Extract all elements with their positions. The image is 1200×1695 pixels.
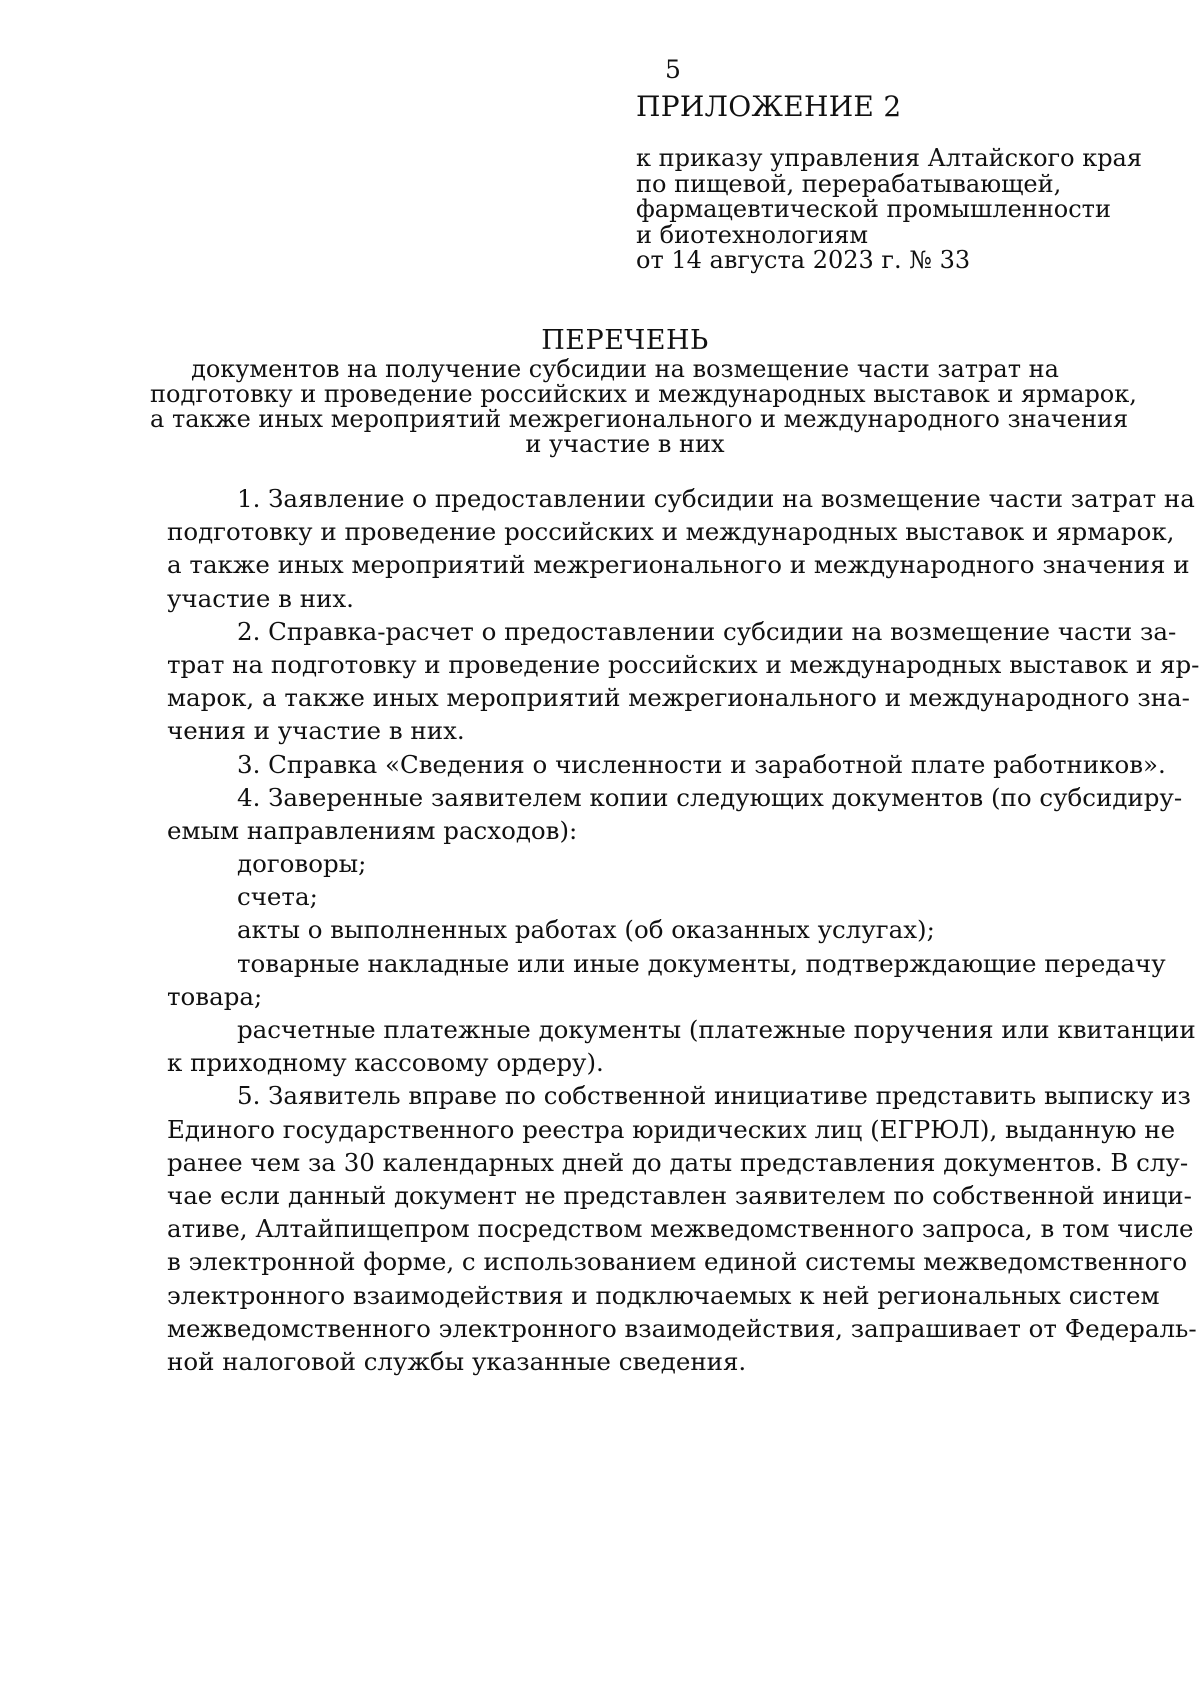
body-line: 5. Заявитель вправе по собственной инициативе представить выписку из [237,1081,1191,1111]
body-line: 4. Заверенные заявителем копии следующих документов (по субсидиру- [237,782,1183,812]
body-line: 3. Справка «Сведения о численности и заработной плате работников». [237,749,1166,779]
page-number: 5 [665,55,681,84]
body-line: участие в них. [167,583,354,613]
appendix-line: от 14 августа 2023 г. № 33 [636,246,971,274]
body-line: в электронной форме, с использованием единой системы межведомственного [167,1247,1188,1277]
appendix-line: по пищевой, перерабатывающей, [636,169,1062,198]
body-line: чае если данный документ не представлен заявителем по собственной иници- [167,1180,1192,1210]
body-line: 1. Заявление о предоставлении субсидии на возмещение части затрат на [237,484,1195,513]
heading-subtitle-line: подготовку и проведение российских и международных выставок и ярмарок, [150,380,1137,408]
body-line: ранее чем за 30 календарных дней до даты представления документов. В слу- [167,1147,1189,1177]
appendix-line: к приказу управления Алтайского края [636,144,1143,172]
body-line: электронного взаимодействия и подключаемых к ней региональных систем [167,1280,1160,1310]
appendix-line: фармацевтической промышленности [636,195,1111,223]
appendix-header [636,90,1156,274]
body-line: расчетные платежные документы (платежные поручения или квитанции [237,1015,1196,1044]
body-line: акты о выполненных работах (об оказанных услугах); [237,915,935,945]
heading-subtitle-line: а также иных мероприятий межрегионального и международного значения [150,405,1129,433]
body-line: емым направлениям расходов): [167,815,578,845]
body-line: товарные накладные или иные документы, подтверждающие передачу [237,948,1166,978]
document-body [167,482,1200,1378]
heading-subtitle-line: документов на получение субсидии на возмещение части затрат на [191,355,1059,383]
appendix-reference [636,146,1156,274]
body-line: ной налоговой службы указанные сведения. [167,1346,747,1376]
body-line: товара; [167,981,263,1011]
heading-title: ПЕРЕЧЕНЬ [541,325,709,356]
body-line: межведомственного электронного взаимодействия, запрашивает от Федераль- [167,1313,1197,1343]
body-line: к приходному кассовому ордеру). [167,1048,604,1078]
body-line: счета; [237,882,318,912]
body-line: 2. Справка-расчет о предоставлении субсидии на возмещение части за- [237,616,1177,646]
body-line: а также иных мероприятий межрегионального и международного значения и [167,550,1190,580]
appendix-title: ПРИЛОЖЕНИЕ 2 [636,90,902,123]
body-line: подготовку и проведение российских и международных выставок и ярмарок, [167,517,1175,547]
document-heading [150,325,1137,458]
body-line: договоры; [237,849,367,879]
body-line: трат на подготовку и проведение российских и международных выставок и яр- [167,649,1200,679]
body-line: ативе, Алтайпищепром посредством межведомственного запроса, в том числе [167,1214,1194,1244]
body-line: чения и участие в них. [167,716,465,746]
heading-subtitle-line: и участие в них [525,430,725,458]
body-line: Единого государственного реестра юридических лиц (ЕГРЮЛ), выданную не [167,1114,1176,1144]
body-line: марок, а также иных мероприятий межрегионального и международного зна- [167,683,1190,713]
appendix-line: и биотехнологиям [636,220,869,249]
